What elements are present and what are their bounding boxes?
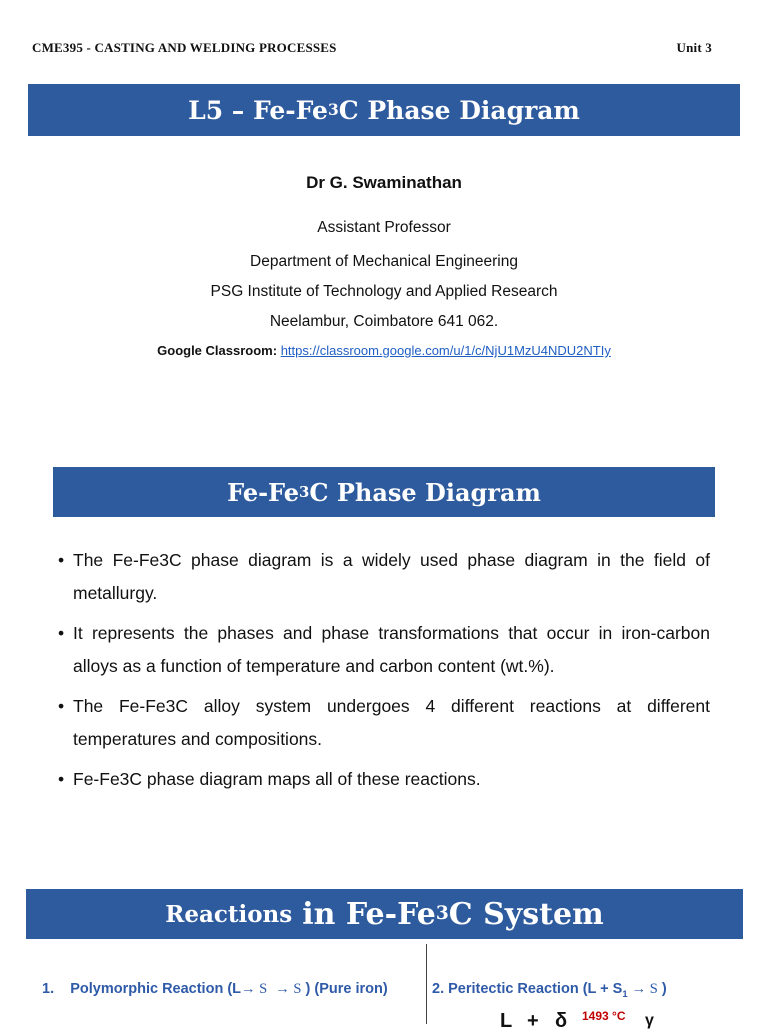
classroom-label: Google Classroom: (157, 343, 278, 358)
reaction-name: Polymorphic Reaction (L (70, 981, 242, 997)
google-classroom-line (0, 343, 768, 358)
reaction-end: ) (Pure iron) (305, 981, 388, 997)
course-title: CME395 - CASTING AND WELDING PROCESSES (32, 40, 337, 55)
author-name: Dr G. Swaminathan (306, 173, 462, 192)
lecture-title-post: C Phase Diagram (338, 95, 580, 125)
lecture-title-pre: L5 – Fe-Fe (188, 95, 328, 125)
unit-label: Unit 3 (676, 40, 712, 55)
bullet-item: • Fe-Fe3C phase diagram maps all of these reactions. (58, 763, 710, 796)
temperature-label: 1493 °C (582, 1009, 626, 1023)
reaction-sub: 1 (622, 987, 628, 999)
bullet-list (58, 544, 710, 804)
reaction-peritectic (432, 981, 667, 998)
reaction-arrow-1: → S (241, 981, 268, 997)
author-position: Assistant Professor (317, 219, 451, 236)
reaction-end: ) (661, 981, 667, 997)
section-title-pre: Fe-Fe (227, 477, 300, 507)
equation-liquid: L (500, 1010, 513, 1032)
reaction-name: 2. Peritectic Reaction (L + S (432, 981, 623, 997)
section-banner-phase-diagram: Fe-Fe 3 C Phase Diagram (53, 467, 715, 517)
reactions-title-pre: in Fe-Fe (302, 896, 436, 932)
bullet-item: • It represents the phases and phase transformations that occur in iron-carbon alloys as a function of temperature and carbon content (wt.%). (58, 617, 710, 682)
equation-plus: + (527, 1010, 539, 1032)
author-institute: PSG Institute of Technology and Applied Research (210, 283, 558, 300)
section-title-post: C Phase Diagram (309, 477, 541, 507)
author-address: Neelambur, Coimbatore 641 062. (269, 313, 499, 330)
reactions-title-small: Reactions (165, 900, 293, 928)
bullet-item: • The Fe-Fe3C phase diagram is a widely used phase diagram in the field of metallurgy. (58, 544, 710, 609)
reactions-title-post: C System (448, 896, 604, 932)
equation-delta: δ (555, 1010, 568, 1032)
reaction-arrow: → S (631, 981, 658, 997)
reaction-arrow-2: → S (275, 981, 302, 997)
lecture-title-banner: L5 – Fe-Fe 3 C Phase Diagram (28, 84, 740, 136)
equation-gamma: γ (645, 1012, 654, 1029)
column-divider (426, 944, 427, 1024)
bullet-item: • The Fe-Fe3C alloy system undergoes 4 different reactions at different temperatures and compositions. (58, 690, 710, 755)
classroom-link[interactable]: https://classroom.google.com/u/1/c/NjU1MzU4NDU2NTIy (280, 343, 611, 358)
section-banner-reactions: Reactions in Fe-Fe 3 C System (26, 889, 743, 939)
author-department: Department of Mechanical Engineering (250, 253, 518, 270)
reaction-number: 1. (42, 981, 55, 997)
reaction-polymorphic (42, 981, 388, 998)
